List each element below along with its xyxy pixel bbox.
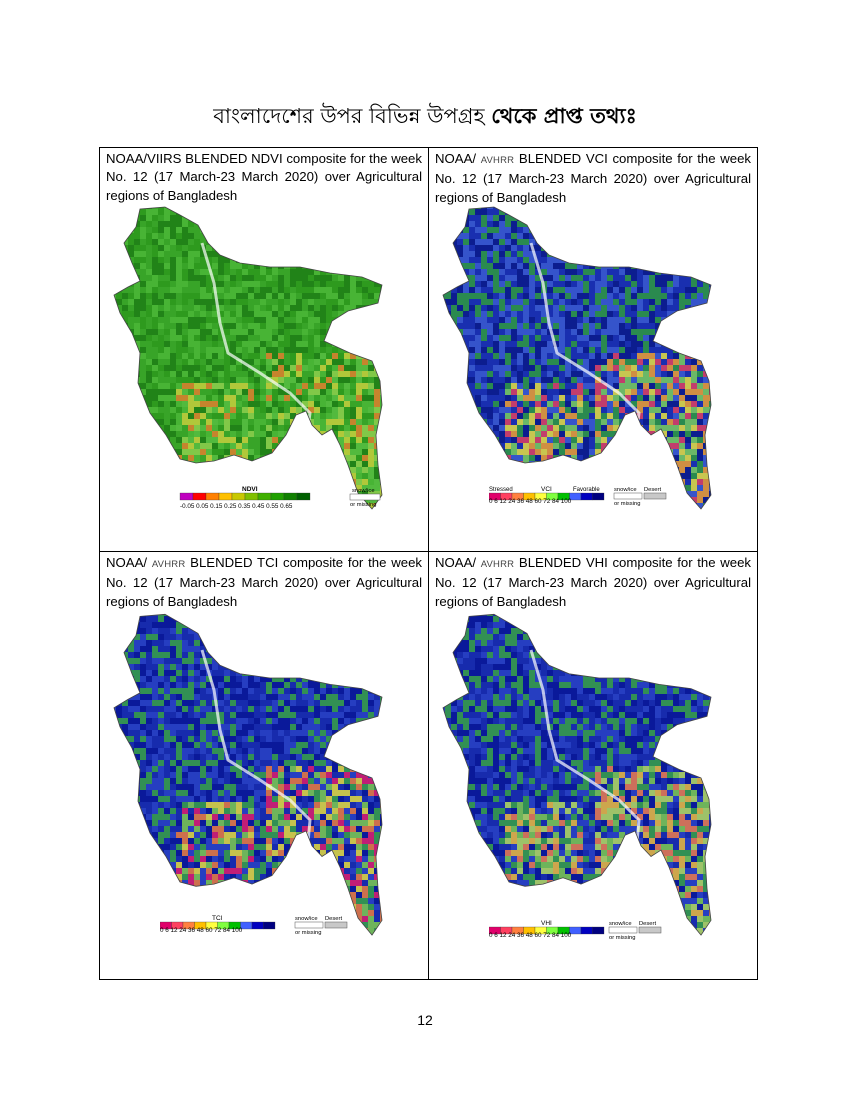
legend-desert-swatch [644, 493, 666, 499]
tci-legend [160, 912, 410, 942]
legend-swatch [593, 927, 605, 934]
legend-swatch [581, 927, 593, 934]
legend-swatch [258, 493, 271, 500]
legend-ticks: 0 6 12 24 36 48 60 72 84 100 [489, 498, 572, 505]
legend-missing: or missing [295, 930, 322, 936]
ndvi-map [110, 203, 410, 523]
legend-swatch [193, 493, 206, 500]
legend-left-label: Stressed [489, 487, 513, 493]
panel-ndvi [100, 148, 429, 552]
legend-swatch [206, 493, 219, 500]
legend-swatch [232, 493, 245, 500]
legend-title: VHI [541, 920, 552, 927]
legend-swatch [593, 493, 605, 500]
panel-caption: NOAA/ AVHRR BLENDED VHI composite for the week No. 12 (17 March-23 March 2020) over Agricultural regions of Bangladesh [435, 555, 752, 609]
page-number: 12 [417, 1012, 433, 1028]
page-title-bold: থেকে প্রাপ্ত তথ্যঃ [491, 104, 637, 128]
legend-missing: or missing [609, 935, 636, 941]
legend-swatch [264, 922, 276, 929]
legend-title: NDVI [242, 486, 258, 493]
satellite-composite-grid [99, 147, 758, 980]
legend-snowice: snow/ice [352, 488, 375, 494]
legend-ticks: 0 6 12 24 36 48 60 72 84 100 [489, 932, 572, 939]
legend-ticks: -0.05 0.05 0.15 0.25 0.35 0.45 0.55 0.65 [180, 503, 293, 510]
legend-swatch [271, 493, 284, 500]
panel-tci [100, 552, 429, 980]
vhi-legend [489, 917, 739, 947]
page-title-regular: বাংলাদেশের উপর বিভিন্ন উপগ্রহ [213, 104, 485, 128]
legend-title: VCI [541, 486, 552, 493]
vhi-map [439, 610, 739, 950]
page-title [0, 100, 850, 135]
legend-title: TCI [212, 915, 223, 922]
legend-snowice: snow/ice [614, 487, 637, 493]
panel-caption: NOAA/ AVHRR BLENDED TCI composite for the week No. 12 (17 March-23 March 2020) over Agricultural regions of Bangladesh [106, 555, 422, 609]
legend-swatch [284, 493, 297, 500]
tci-map [110, 610, 410, 950]
legend-ticks: 0 6 12 24 36 48 60 72 84 100 [160, 927, 243, 934]
legend-right-label: Favorable [573, 487, 600, 493]
legend-desert-swatch [639, 927, 661, 933]
panel-caption: NOAA/ AVHRR BLENDED VCI composite for the week No. 12 (17 March-23 March 2020) over Agricultural regions of Bangladesh [435, 151, 752, 205]
legend-swatch [297, 493, 310, 500]
legend-desert: Desert [644, 487, 662, 493]
legend-missing: or missing [614, 501, 641, 507]
ndvi-legend [160, 483, 410, 513]
legend-desert-swatch [325, 922, 347, 928]
legend-missing: or missing [350, 502, 377, 508]
legend-missing-swatch [609, 927, 637, 933]
legend-swatch [252, 922, 264, 929]
vci-map [439, 203, 739, 523]
legend-swatch [180, 493, 193, 500]
legend-snowice: snow/ice [609, 921, 632, 927]
panel-vci [429, 148, 758, 552]
legend-desert: Desert [325, 916, 343, 922]
panel-vhi [429, 552, 758, 980]
legend-missing-swatch [295, 922, 323, 928]
vci-legend [489, 483, 739, 513]
legend-missing-swatch [350, 494, 380, 500]
legend-desert: Desert [639, 921, 657, 927]
legend-swatch [581, 493, 593, 500]
legend-snowice: snow/ice [295, 916, 318, 922]
legend-swatch [219, 493, 232, 500]
legend-missing-swatch [614, 493, 642, 499]
panel-caption: NOAA/VIIRS BLENDED NDVI composite for the week No. 12 (17 March-23 March 2020) over Agricultural regions of Bangladesh [106, 151, 422, 203]
legend-swatch [245, 493, 258, 500]
